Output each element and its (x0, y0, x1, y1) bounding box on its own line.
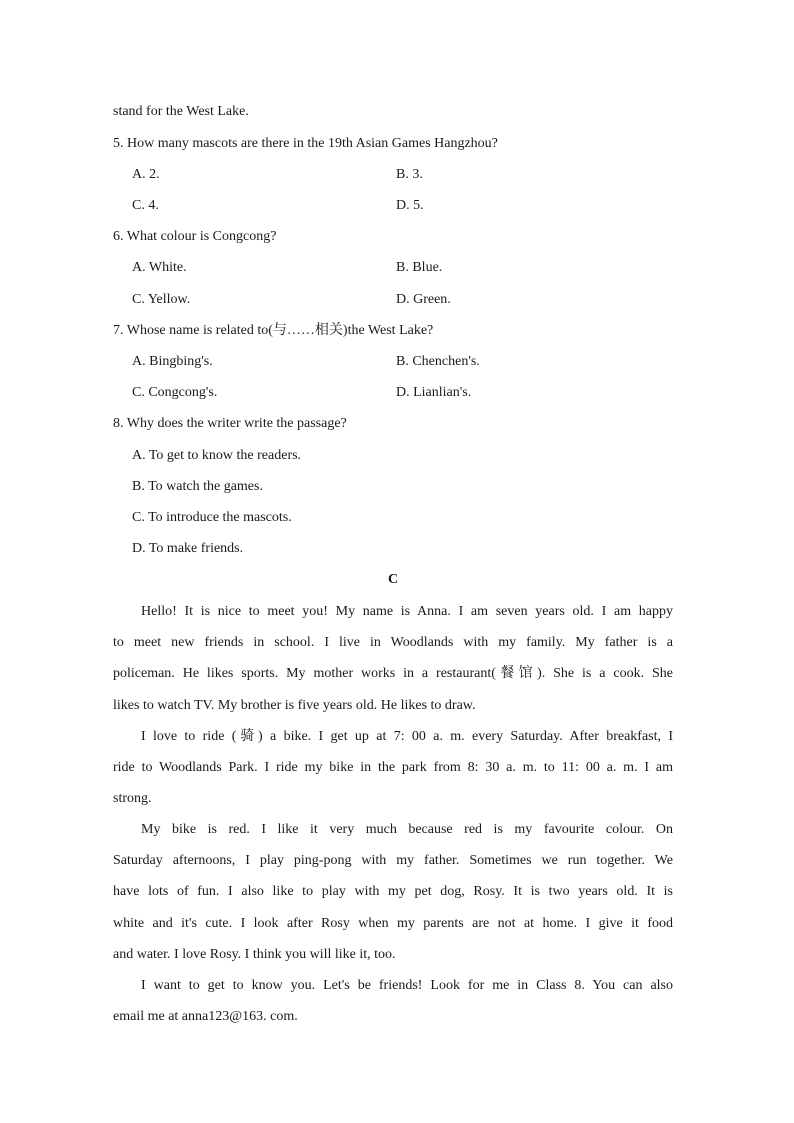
passage-line: My bike is red. I like it very much because red is my favourite colour. On (141, 822, 673, 837)
question-7-option-d: D. Lianlian's. (396, 385, 472, 400)
passage-line: Saturday afternoons, I play ping-pong with my father. Sometimes we run together. We (113, 853, 673, 869)
question-7-option-b: B. Chenchen's. (396, 354, 480, 369)
question-8-option-d: D. To make friends. (132, 541, 244, 556)
question-8-stem: 8. Why does the writer write the passage? (113, 416, 347, 431)
question-5-option-a: A. 2. (132, 167, 160, 182)
passage-line: ride to Woodlands Park. I ride my bike in the park from 8: 30 a. m. to 11: 00 a. m. I am (113, 760, 673, 776)
question-7-option-c: C. Congcong's. (132, 385, 218, 400)
passage-line: email me at anna123@163. com. (113, 1009, 298, 1025)
passage-paragraph-3 (113, 814, 673, 970)
intro-tail: stand for the West Lake. (113, 104, 249, 119)
question-8-option-c: C. To introduce the mascots. (132, 510, 292, 525)
passage-line: have lots of fun. I also like to play with my pet dog, Rosy. It is two years old. It is (113, 884, 673, 900)
passage-line: I want to get to know you. Let's be friends! Look for me in Class 8. You can also (141, 978, 673, 993)
question-8-option-a: A. To get to know the readers. (132, 448, 302, 463)
question-7-option-a: A. Bingbing's. (132, 354, 213, 369)
passage-line: I love to ride (骑) a bike. I get up at 7: 00 a. m. every Saturday. After breakfast, I (141, 729, 673, 744)
question-6-stem: 6. What colour is Congcong? (113, 229, 277, 244)
question-7-stem: 7. Whose name is related to(与……相关)the West Lake? (113, 323, 434, 338)
passage-paragraph-4 (113, 970, 673, 1032)
passage-paragraph-1 (113, 596, 673, 721)
question-5-option-c: C. 4. (132, 198, 159, 213)
question-6-option-d: D. Green. (396, 292, 451, 307)
section-heading: C (387, 572, 399, 587)
question-6-option-b: B. Blue. (396, 260, 443, 275)
question-5-stem: 5. How many mascots are there in the 19th Asian Games Hangzhou? (113, 136, 498, 151)
passage-line: strong. (113, 791, 152, 807)
passage-line: white and it's cute. I look after Rosy when my parents are not at home. I give it food (113, 915, 673, 931)
question-8-option-b: B. To watch the games. (132, 479, 263, 494)
question-6-option-a: A. White. (132, 260, 187, 275)
passage-line: likes to watch TV. My brother is five years old. He likes to draw. (113, 697, 476, 713)
passage-line: Hello! It is nice to meet you! My name is Anna. I am seven years old. I am happy (141, 604, 673, 619)
passage-line: to meet new friends in school. I live in Woodlands with my family. My father is a (113, 635, 673, 651)
passage-paragraph-2 (113, 721, 673, 815)
question-5-option-d: D. 5. (396, 198, 424, 213)
question-5-option-b: B. 3. (396, 167, 423, 182)
question-6-option-c: C. Yellow. (132, 292, 191, 307)
passage-line: and water. I love Rosy. I think you will like it, too. (113, 946, 396, 962)
passage-line: policeman. He likes sports. My mother works in a restaurant(餐馆). She is a cook. She (113, 666, 673, 682)
